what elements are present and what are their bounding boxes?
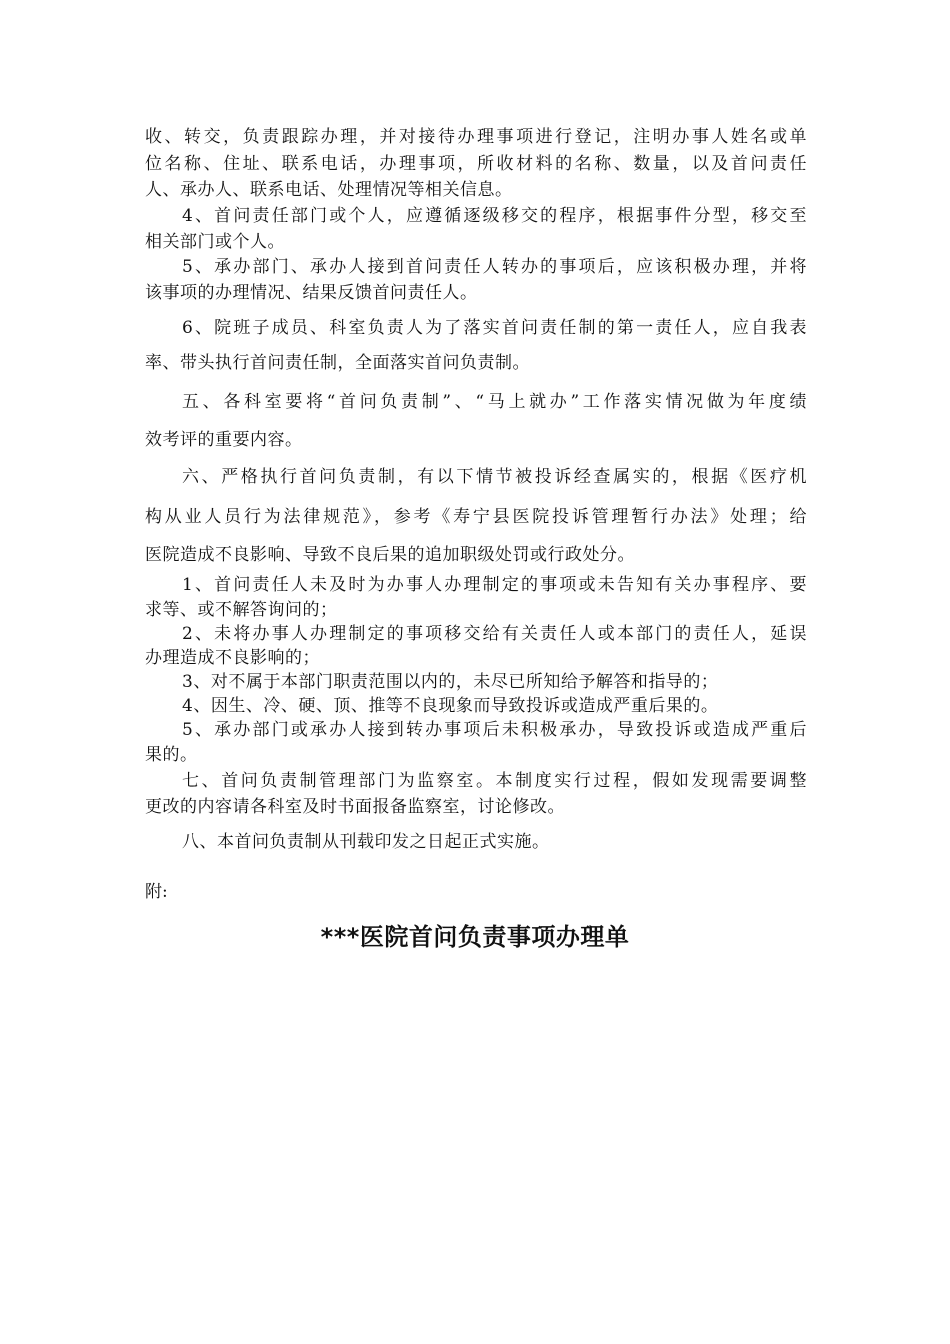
paragraph-line: 八、本首问负责制从刊载印发之日起正式实施。 xyxy=(182,832,550,852)
paragraph-line: 该事项的办理情况、结果反馈首问责任人。 xyxy=(145,283,478,303)
paragraph-line: 求等、或不解答询问的； xyxy=(145,600,338,620)
paragraph-line: 七、首问负责制管理部门为监察室。本制度实行过程，假如发现需要调整 xyxy=(182,771,807,791)
paragraph-line: 4、首问责任部门或个人，应遵循逐级移交的程序，根据事件分型，移交至 xyxy=(182,206,807,226)
paragraph-line: 更改的内容请各科室及时书面报备监察室，讨论修改。 xyxy=(145,797,565,817)
paragraph-line: 相关部门或个人。 xyxy=(145,232,285,252)
paragraph-line: 4、因生、冷、硬、顶、推等不良现象而导致投诉或造成严重后果的。 xyxy=(182,696,719,716)
paragraph-line: 3、对不属于本部门职责范围以内的，未尽已所知给予解答和指导的； xyxy=(182,672,719,692)
paragraph-line: 五、各科室要将“首问负责制”、“马上就办”工作落实情况做为年度绩 xyxy=(182,392,807,412)
form-title: ***医院首问负责事项办理单 xyxy=(320,923,630,951)
paragraph-line: 5、承办部门、承办人接到首问责任人转办的事项后，应该积极办理，并将 xyxy=(182,257,807,277)
paragraph-line: 医院造成不良影响、导致不良后果的追加职级处罚或行政处分。 xyxy=(145,545,635,565)
paragraph-line: 2、未将办事人办理制定的事项移交给有关责任人或本部门的责任人，延误 xyxy=(182,624,807,644)
paragraph-line: 构从业人员行为法律规范》，参考《寿宁县医院投诉管理暂行办法》处理；给 xyxy=(145,507,807,527)
paragraph-line: 5、承办部门或承办人接到转办事项后未积极承办，导致投诉或造成严重后 xyxy=(182,720,807,740)
paragraph-line: 1、首问责任人未及时为办事人办理制定的事项或未告知有关办事程序、要 xyxy=(182,575,807,595)
paragraph-line: 六、严格执行首问负责制，有以下情节被投诉经查属实的，根据《医疗机 xyxy=(182,467,807,487)
paragraph-line: 办理造成不良影响的； xyxy=(145,648,320,668)
paragraph-line: 人、承办人、联系电话、处理情况等相关信息。 xyxy=(145,180,513,200)
attachment-label: 附: xyxy=(145,882,168,902)
paragraph-line: 效考评的重要内容。 xyxy=(145,430,303,450)
paragraph-line: 6、院班子成员、科室负责人为了落实首问责任制的第一责任人，应自我表 xyxy=(182,318,807,338)
paragraph-line: 果的。 xyxy=(145,745,198,765)
paragraph-line: 率、带头执行首问责任制，全面落实首问负责制。 xyxy=(145,353,530,373)
paragraph-line: 位名称、住址、联系电话，办理事项，所收材料的名称、数量，以及首问责任 xyxy=(145,154,807,174)
paragraph-line: 收、转交，负责跟踪办理，并对接待办理事项进行登记，注明办事人姓名或单 xyxy=(145,127,807,147)
